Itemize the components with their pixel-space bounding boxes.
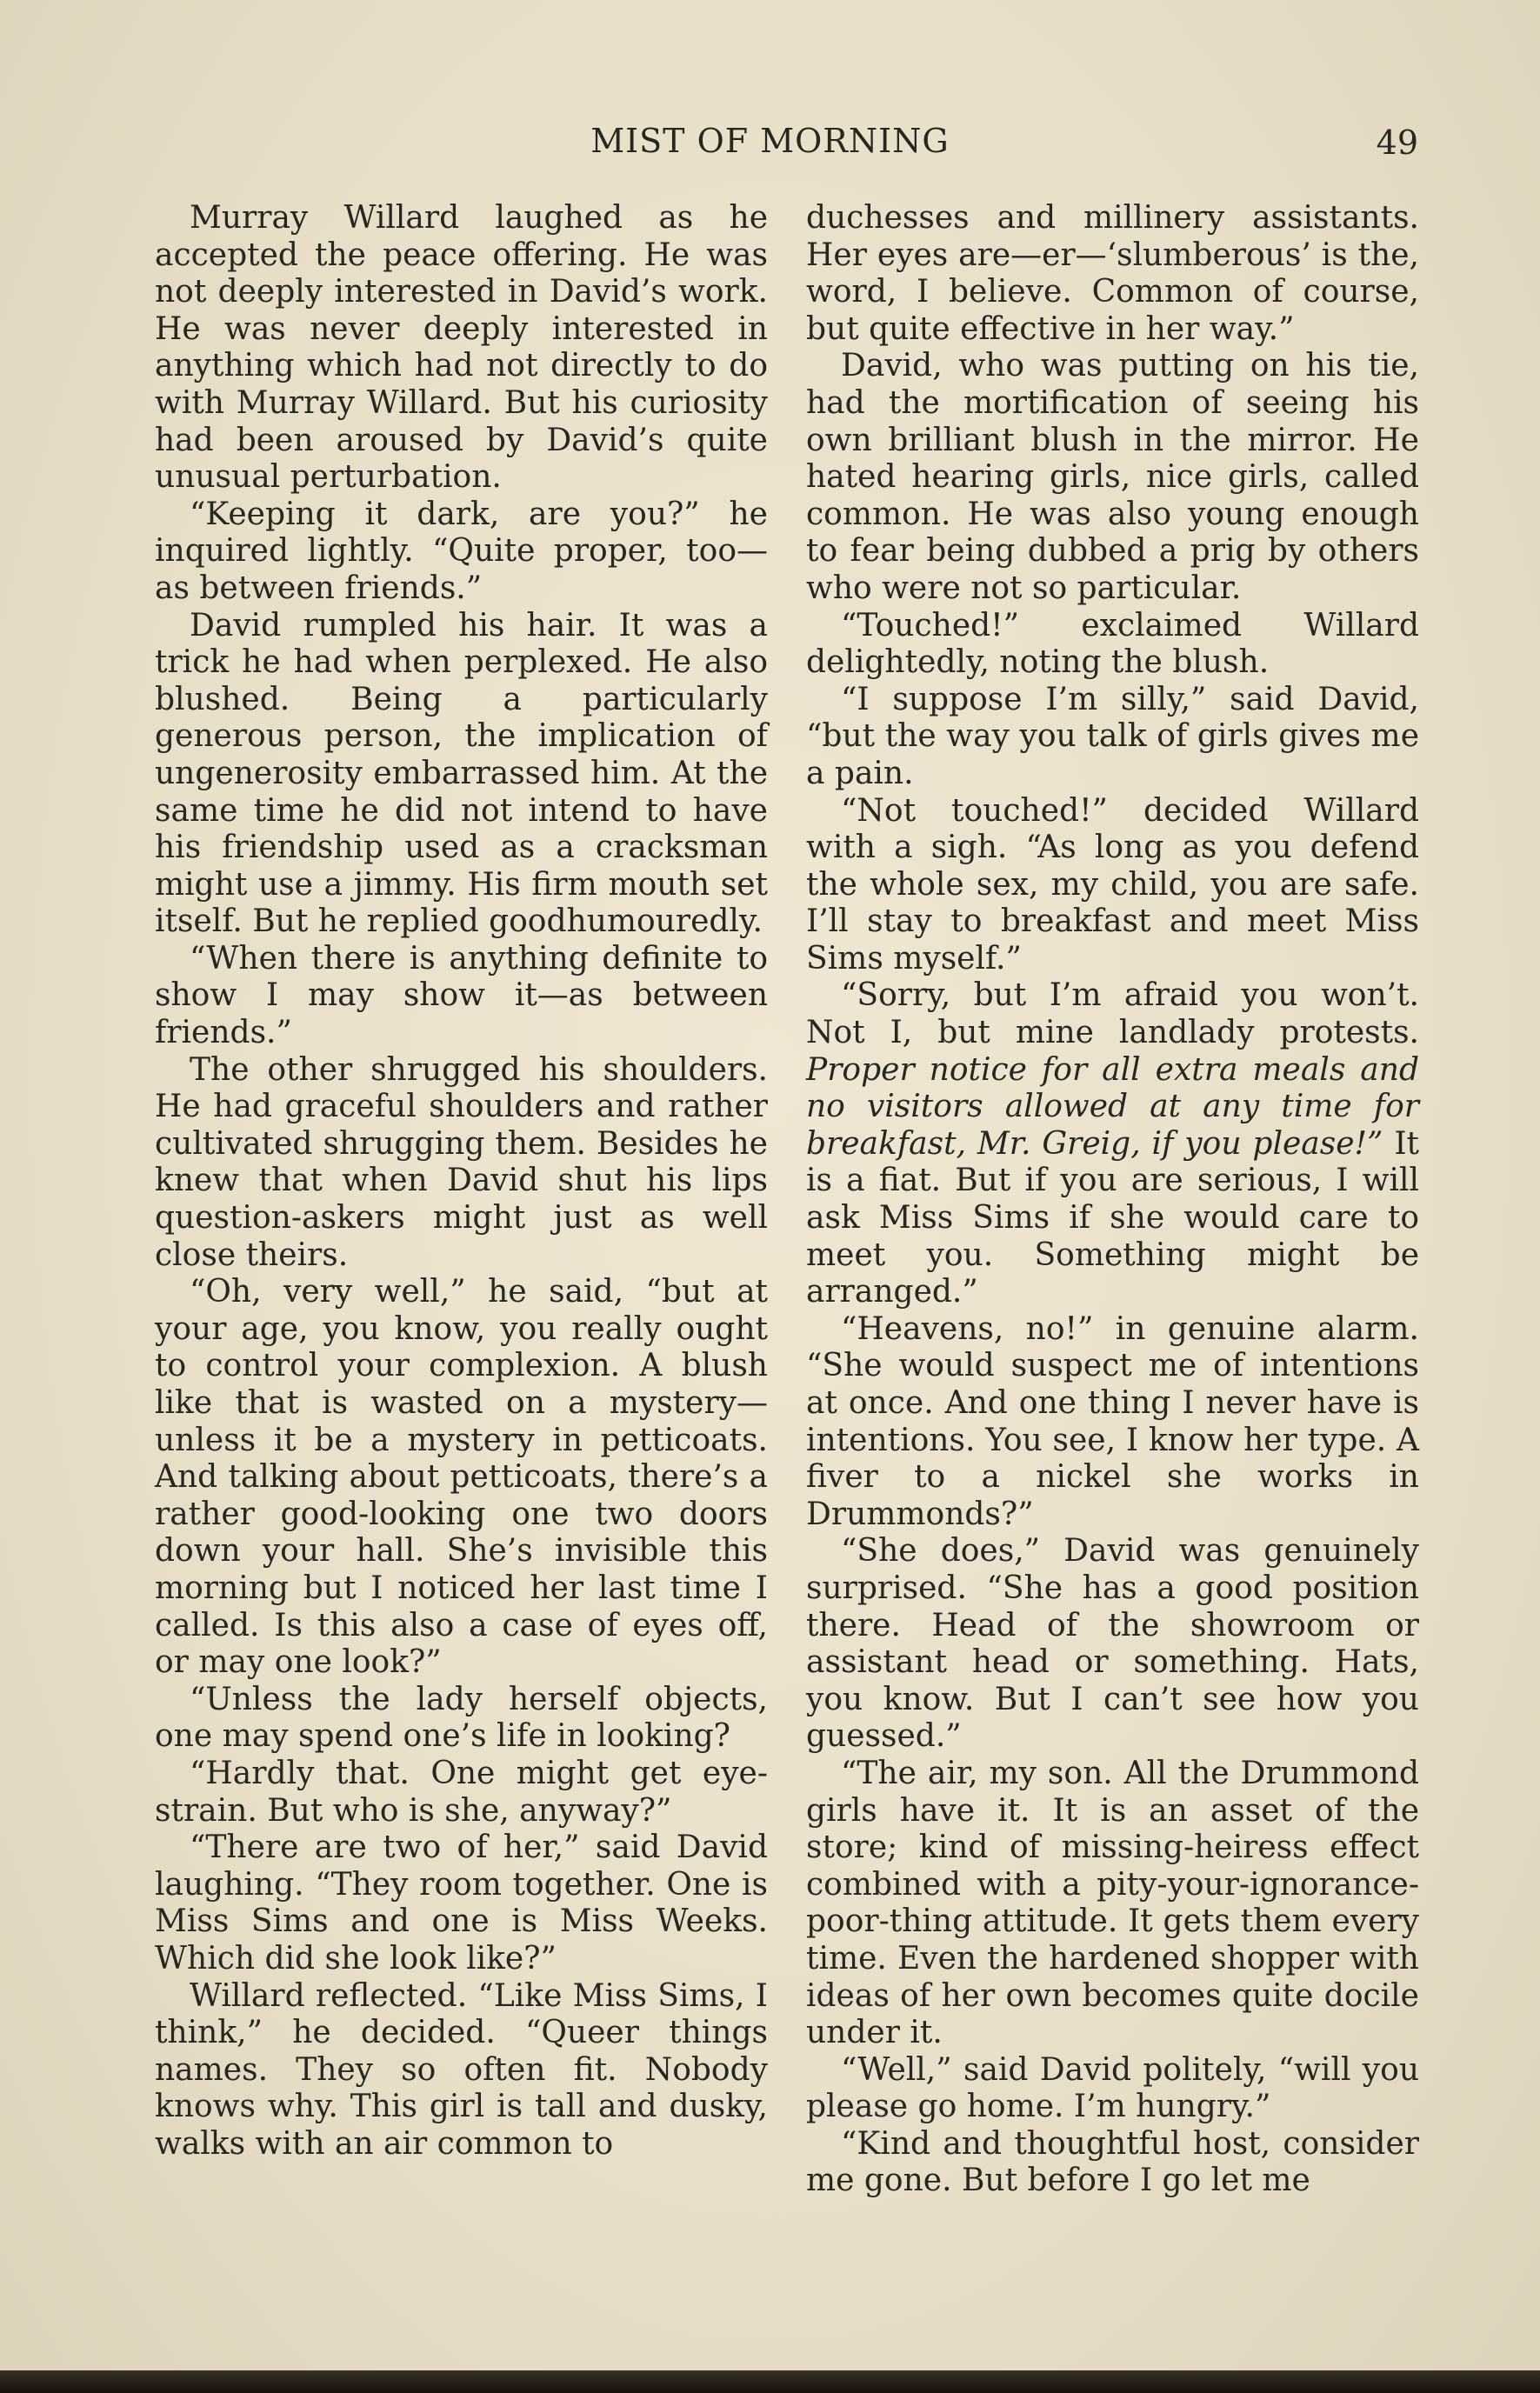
- page-bottom-edge: [0, 2370, 1540, 2393]
- paragraph: Willard reflected. “Like Miss Sims, I think,” he decided. “Queer things names. They so often fit. Nobody knows why. This girl is tall and dusky, walks with an air common to: [155, 1977, 768, 2162]
- paragraph: “There are two of her,” said David laughing. “They room together. One is Miss Sims and one is Miss Weeks. Which did she look like?”: [155, 1830, 768, 1976]
- paragraph: Murray Willard laughed as he accepted the peace offering. He was not deeply interested in David’s work. He was never deeply interested in anything which had not directly to do with Murray Willard. But his curiosity had been aroused by David’s quite unusual perturbation.: [155, 200, 768, 496]
- left-column: [155, 200, 768, 2163]
- paragraph: “Not touched!” decided Willard with a sigh. “As long as you defend the whole sex, my child, you are safe. I’ll stay to breakfast and meet Miss Sims myself.”: [806, 792, 1419, 977]
- paragraph: “Unless the lady herself objects, one may spend one’s life in looking?: [155, 1681, 768, 1755]
- paragraph-continued: duchesses and millinery assistants. Her eyes are—er—‘slumberous’ is the, word, I believe. Common of course, but quite effective in her way.”: [806, 200, 1419, 347]
- paragraph-lead: “Sorry, but I’m afraid you won’t. Not I, but mine landlady protests.: [806, 977, 1419, 1051]
- paragraph: David, who was putting on his tie, had the mortification of seeing his own brilliant blush in the mirror. He hated hearing girls, nice girls, called common. He was also young enough to fear being dubbed a prig by others who were not so particular.: [806, 348, 1419, 606]
- paragraph-tail: It is a fiat. But if you are serious, I will ask Miss Sims if she would care to meet you. Something might be arranged.”: [806, 1125, 1419, 1310]
- paragraph: “Heavens, no!” in genuine alarm. “She would suspect me of intentions at once. And one thing I never have is intentions. You see, I know her type. A fiver to a nickel she works in Drummonds?”: [806, 1310, 1419, 1532]
- paragraph: “Touched!” exclaimed Willard delightedly, noting the blush.: [806, 607, 1419, 681]
- paragraph-with-italic: [806, 977, 1419, 1310]
- paragraph: “Hardly that. One might get eye-strain. But who is she, anyway?”: [155, 1755, 768, 1829]
- page-number: 49: [1376, 123, 1418, 162]
- paragraph: “Oh, very well,” he said, “but at your age, you know, you really ought to control your complexion. A blush like that is wasted on a mystery—unless it be a mystery in petticoats. And talking about petticoats, there’s a rather good-looking one two doors down your hall. She’s invisible this morning but I noticed her last time I called. Is this also a case of eyes off, or may one look?”: [155, 1274, 768, 1681]
- paragraph: The other shrugged his shoulders. He had graceful shoulders and rather cultivated shrugging them. Besides he knew that when David shut his lips question-askers might just as well close theirs.: [155, 1051, 768, 1273]
- paragraph: David rumpled his hair. It was a trick he had when perplexed. He also blushed. Being a particularly generous person, the implication of ungenerosity embarrassed him. At the same time he did not intend to have his friendship used as a cracksman might use a jimmy. His firm mouth set itself. But he replied goodhumouredly.: [155, 607, 768, 940]
- paragraph: “She does,” David was genuinely surprised. “She has a good position there. Head of the showroom or assistant head or something. Hats, you know. But I can’t see how you guessed.”: [806, 1533, 1419, 1755]
- running-title: MIST OF MORNING: [590, 122, 950, 160]
- paragraph: “Well,” said David politely, “will you please go home. I’m hungry.”: [806, 2051, 1419, 2125]
- paragraph: “When there is anything definite to show I may show it—as between friends.”: [155, 940, 768, 1051]
- page-header: [0, 122, 1540, 174]
- paragraph: “I suppose I’m silly,” said David, “but the way you talk of girls gives me a pain.: [806, 681, 1419, 791]
- italic-quote: Proper notice for all extra meals and no visitors allowed at any time for breakfast, Mr. Greig, if you please!”: [806, 1051, 1419, 1162]
- paragraph: “Kind and thoughtful host, consider me gone. But before I go let me: [806, 2125, 1419, 2199]
- right-column: [806, 200, 1419, 2200]
- paragraph: “Keeping it dark, are you?” he inquired lightly. “Quite proper, too—as between friends.”: [155, 496, 768, 606]
- paragraph: “The air, my son. All the Drummond girls have it. It is an asset of the store; kind of missing-heiress effect combined with a pity-your-ignorance-poor-thing attitude. It gets them every time. Even the hardened shopper with ideas of her own becomes quite docile under it.: [806, 1755, 1419, 2051]
